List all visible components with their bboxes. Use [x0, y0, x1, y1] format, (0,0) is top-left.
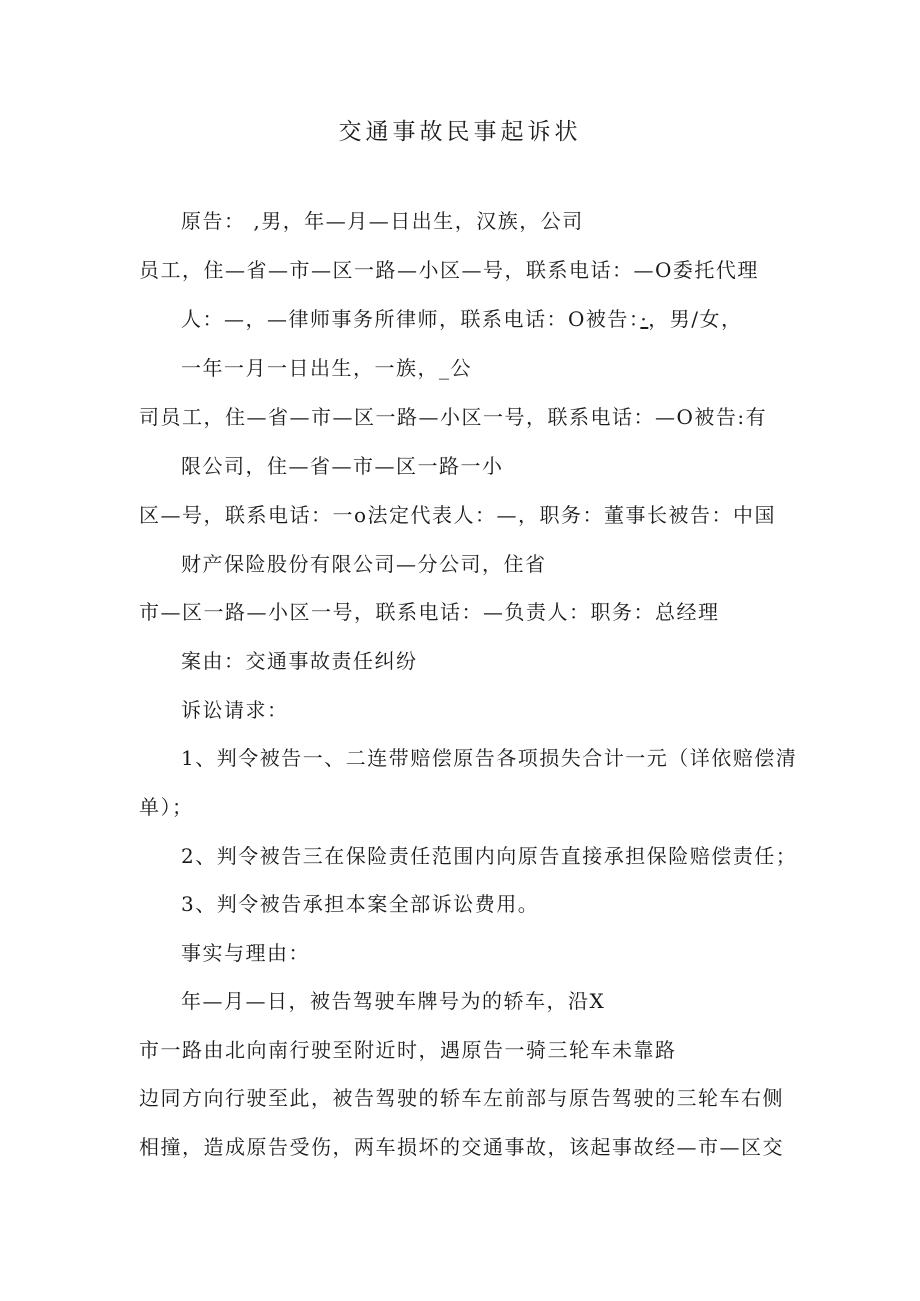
- company-line: 限公司，住—省—市—区一路一小: [181, 454, 504, 478]
- defendant-address-line: 司员工，住—省—市—区一路—小区一号，联系电话：—O被告:有: [139, 405, 768, 429]
- defendant-gender-text: ，男/女，: [648, 307, 743, 331]
- agent-line: [181, 304, 743, 334]
- insurer-line: 财产保险股份有限公司—分公司，住省: [181, 552, 547, 576]
- document-title: 交通事故民事起诉状: [338, 119, 582, 145]
- facts-line-1: 年—月—日，被告驾驶车牌号为的轿车，沿X: [181, 989, 606, 1013]
- claim-1-continuation: 单）；: [139, 795, 194, 819]
- company-contact-line: 区—号，联系电话：一o法定代表人：—，职务：董事长被告：中国: [139, 503, 777, 527]
- claims-heading: 诉讼请求：: [181, 698, 289, 722]
- plaintiff-line: 原告： ,男，年—月—日出生，汉族，公司: [181, 209, 584, 233]
- plaintiff-address-line: 员工，住—省—市—区一路—小区—号，联系电话：—O委托代理: [139, 258, 759, 282]
- defendant-birth-line: 一年一月一日出生，一族，_公: [181, 356, 472, 380]
- case-cause-line: 案由：交通事故责任纠纷: [181, 649, 418, 673]
- insurer-address-line: 市—区一路—小区一号，联系电话：—负责人：职务：总经理: [139, 600, 720, 624]
- agent-line-text: 人：—，—律师事务所律师，联系电话：O被告：: [181, 307, 641, 331]
- facts-heading: 事实与理由：: [181, 941, 310, 965]
- facts-line-3: 边同方向行驶至此，被告驾驶的轿车左前部与原告驾驶的三轮车右侧: [139, 1086, 784, 1110]
- facts-line-2: 市一路由北向南行驶至附近时，遇原告一骑三轮车未靠路: [139, 1038, 677, 1062]
- defendant-name-blank: ·: [640, 307, 649, 331]
- claim-1-line: 1、判令被告一、二连带赔偿原告各项损失合计一元（详依赔偿清: [181, 746, 798, 770]
- claim-2-line: 2、判令被告三在保险责任范围内向原告直接承担保险赔偿责任；: [181, 844, 798, 868]
- facts-line-4: 相撞，造成原告受伤，两车损坏的交通事故，该起事故经—市—区交: [139, 1135, 784, 1159]
- claim-3-line: 3、判令被告承担本案全部诉讼费用。: [181, 892, 540, 916]
